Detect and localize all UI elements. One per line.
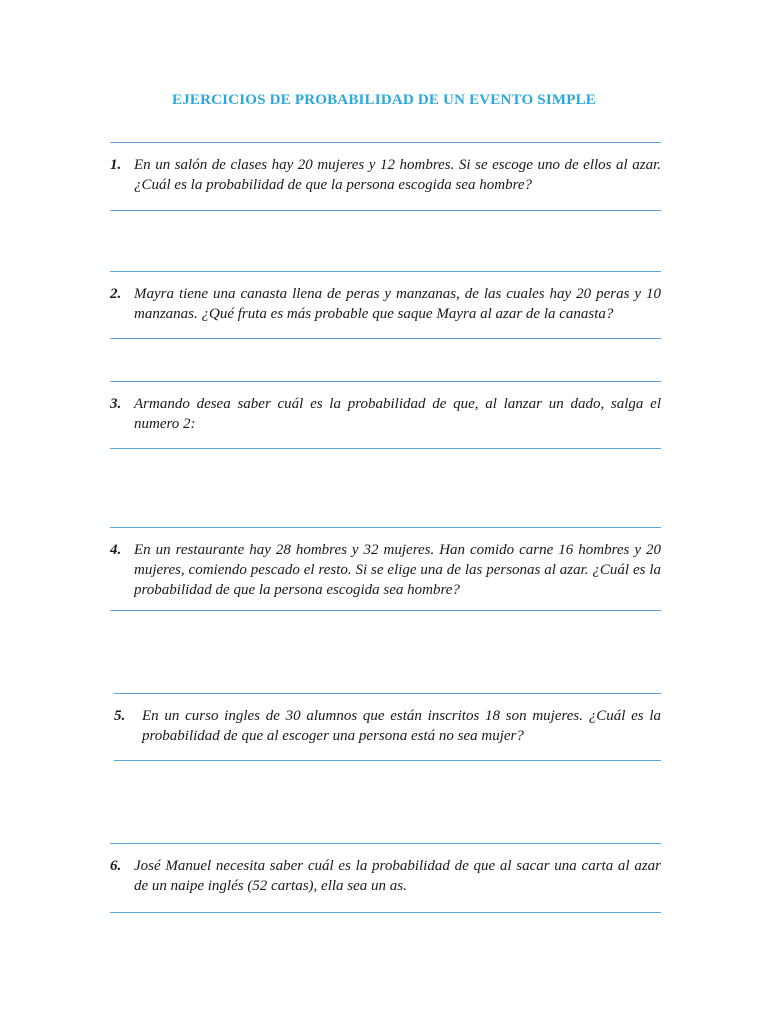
exercise-6 xyxy=(110,856,661,898)
divider-line xyxy=(110,843,661,844)
document-title: EJERCICIOS DE PROBABILIDAD DE UN EVENTO SIMPLE xyxy=(172,92,596,108)
exercise-text: José Manuel necesita saber cuál es la probabilidad de que al sacar una carta al azar de un naipe inglés (52 cartas), ella sea un as. xyxy=(134,858,661,894)
exercise-number: 2. xyxy=(110,286,122,302)
divider-line xyxy=(110,381,661,382)
exercise-5 xyxy=(114,706,661,748)
exercise-text: Armando desea saber cuál es la probabilidad de que, al lanzar un dado, salga el numero 2: xyxy=(134,396,661,432)
exercise-4 xyxy=(110,540,661,602)
exercise-2 xyxy=(110,284,661,326)
exercise-number: 1. xyxy=(110,157,122,173)
exercise-text: En un curso ingles de 30 alumnos que están inscritos 18 son mujeres. ¿Cuál es la probabilidad de que al escoger una persona está no sea mujer? xyxy=(142,708,661,744)
exercise-text: Mayra tiene una canasta llena de peras y manzanas, de las cuales hay 20 peras y 10 manzanas. ¿Qué fruta es más probable que saque Mayra al azar de la canasta? xyxy=(134,286,661,322)
divider-line xyxy=(110,210,661,211)
exercise-number: 3. xyxy=(110,396,122,412)
exercise-1 xyxy=(110,155,661,197)
exercise-3 xyxy=(110,394,661,436)
divider-line xyxy=(110,142,661,143)
exercise-number: 4. xyxy=(110,542,122,558)
divider-line xyxy=(114,760,661,761)
divider-line xyxy=(110,912,661,913)
divider-line xyxy=(110,610,661,611)
divider-line xyxy=(110,527,661,528)
divider-line xyxy=(110,338,661,339)
exercise-number: 5. xyxy=(114,708,126,724)
divider-line xyxy=(114,693,661,694)
divider-line xyxy=(110,271,661,272)
exercise-number: 6. xyxy=(110,858,122,874)
exercise-text: En un salón de clases hay 20 mujeres y 12 hombres. Si se escoge uno de ellos al azar. ¿Cuál es la probabilidad de que la persona escogida sea hombre? xyxy=(134,157,661,193)
divider-line xyxy=(110,448,661,449)
exercise-text: En un restaurante hay 28 hombres y 32 mujeres. Han comido carne 16 hombres y 20 mujeres, comiendo pescado el resto. Si se elige una de las personas al azar. ¿Cuál es la probabilidad de que la persona escogida sea hombre? xyxy=(134,542,661,598)
